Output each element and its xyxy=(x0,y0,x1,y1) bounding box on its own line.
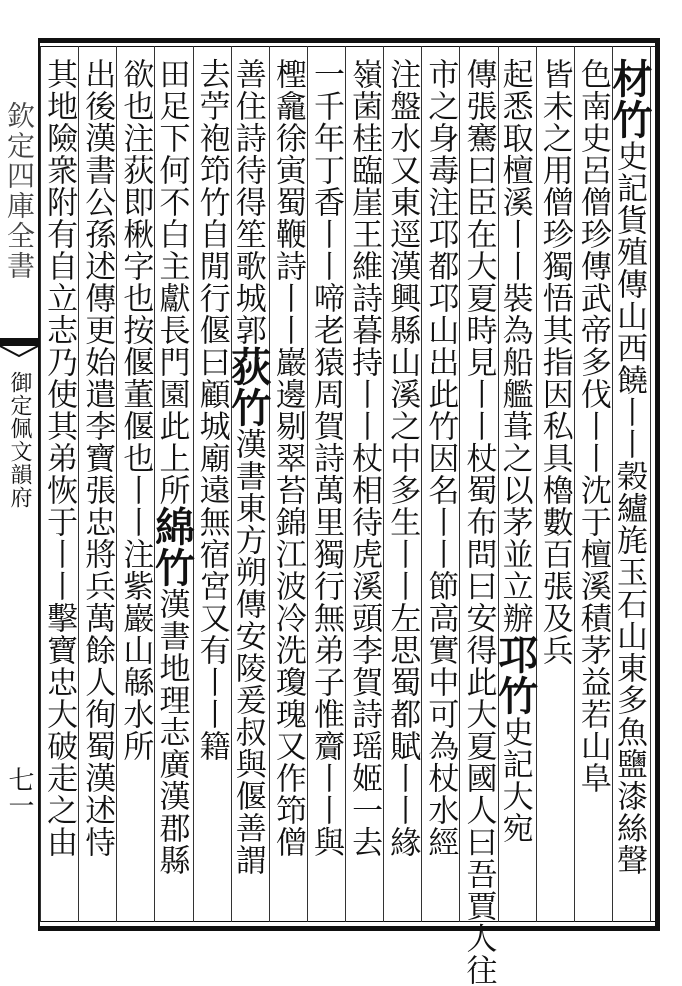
text-column xyxy=(605,58,653,918)
column-text: 善住詩待得笙歌城郭 xyxy=(229,58,266,346)
column-text: 嶺菌桂臨崖王維詩暮持丨丨杖相待虎溪頭李賀詩瑶姬一去 xyxy=(346,58,383,858)
column-text: 去苧袍笻竹自閒行偃曰顧城廟遠無宿宮又有丨丨籍 xyxy=(193,58,230,762)
column-text: 漢書東方朔傳安陵爰叔與偃善謂 xyxy=(229,428,266,876)
column-text: 皆未之用僧珍獨悟其指因私具櫓數百張及兵 xyxy=(536,58,573,666)
text-column xyxy=(148,58,196,918)
column-text: 欲也注荻即楸字也按偃董偃也丨丨注紫巖山緜水所 xyxy=(117,58,154,762)
frame-top-inner-border xyxy=(38,46,660,47)
frame-bottom-border xyxy=(38,926,660,931)
column-text: 田足下何不白主獻長門園此上所 xyxy=(153,58,190,506)
entry-headword: 綿竹 xyxy=(148,506,196,588)
frame-top-border xyxy=(38,38,660,43)
text-column xyxy=(270,58,306,918)
entry-headword: 荻竹 xyxy=(224,346,272,428)
text-column xyxy=(491,58,539,918)
column-text: 出後漢書公孫述傳更始遣李寶張忠將兵萬餘人徇蜀漢述恃 xyxy=(79,58,116,858)
text-column xyxy=(308,58,344,918)
frame-bottom-inner-border xyxy=(38,921,660,922)
column-text: 色南史呂僧珍傳武帝多伐丨丨沈于檀溪積茅益若山阜 xyxy=(574,58,611,794)
text-column xyxy=(224,58,272,918)
text-column xyxy=(422,58,458,918)
gutter-page-number: 七一 xyxy=(4,766,34,818)
gutter-book-title: 御定佩文韻府 xyxy=(7,371,32,509)
text-column xyxy=(79,58,115,918)
text-column xyxy=(537,58,573,918)
text-column xyxy=(575,58,611,918)
column-rule xyxy=(650,46,651,922)
page-gutter xyxy=(0,46,38,922)
text-column xyxy=(194,58,230,918)
text-column xyxy=(460,58,497,986)
fish-tail-mark-icon xyxy=(0,338,38,358)
gutter-header: 欽定四庫全書 xyxy=(3,101,36,281)
text-column xyxy=(41,58,77,918)
column-text: 史記大宛 xyxy=(496,716,533,844)
text-column xyxy=(384,58,420,918)
column-text: 漢書地理志廣漢郡縣 xyxy=(153,588,190,876)
column-text: 市之身毒注邛都邛山出此竹因名丨丨節高實中可為杖水經 xyxy=(422,58,459,858)
text-column xyxy=(117,58,153,918)
column-text: 一千年丁香丨丨啼老猿周賀詩萬里獨行無弟子惟齎丨丨與 xyxy=(307,58,344,858)
column-text: 起悉取檀溪丨丨裝為船艦葺之以茅並立辦 xyxy=(496,58,533,634)
column-text: 其地險衆附有自立志乃使其弟恢于丨丨擊寶忠大破走之由 xyxy=(41,58,78,858)
column-text: 傳張騫曰臣在大夏時見丨丨杖蜀布問曰安得此大夏國人曰吾賈人往 xyxy=(460,58,497,986)
entry-headword: 材竹 xyxy=(605,58,653,140)
frame-right-border xyxy=(655,38,660,931)
text-column xyxy=(346,58,382,918)
column-text: 注盤水又東逕漢興縣山溪之中多生丨丨左思蜀都賦丨丨緣 xyxy=(384,58,421,858)
column-text: 檉龕徐寅蜀鞭詩丨丨巖邊剔翠苔錦江波冷洗瓊瑰又作笻僧 xyxy=(269,58,306,858)
entry-headword: 邛竹 xyxy=(491,634,539,716)
column-text: 史記貨殖傳山西饒丨丨榖纑旄玉石山東多魚鹽漆絲聲 xyxy=(610,140,647,876)
